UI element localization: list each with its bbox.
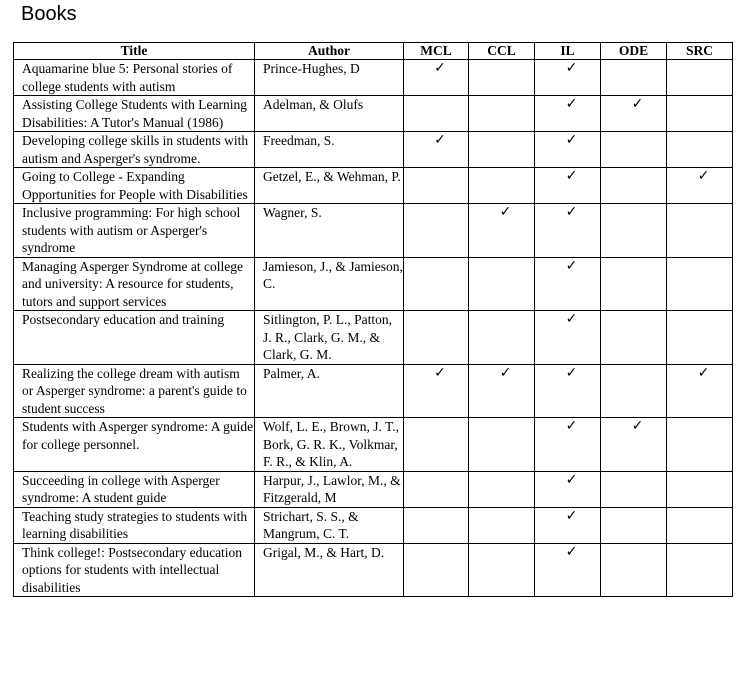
availability-cell-ode [601,364,667,418]
availability-cell-ccl [469,132,535,168]
checkmark-icon: ✓ [499,364,512,381]
availability-cell-ode [601,168,667,204]
checkmark-icon: ✓ [631,96,644,112]
availability-cell-mcl [404,96,469,132]
checkmark-icon: ✓ [565,96,578,112]
availability-cell-il [535,507,601,543]
availability-cell-il [535,60,601,96]
column-header-mcl: MCL [404,43,469,60]
availability-cell-src [667,168,733,204]
table-row [14,168,733,204]
checkmark-icon: ✓ [697,364,710,381]
availability-cell-il [535,543,601,597]
availability-cell-ccl [469,471,535,507]
checkmark-icon: ✓ [434,364,446,381]
availability-cell-src [667,471,733,507]
checkmark-icon: ✓ [565,168,578,184]
availability-cell-ode [601,132,667,168]
availability-cell-ode [601,204,667,258]
availability-cell-src [667,257,733,311]
checkmark-icon: ✓ [565,507,578,524]
availability-cell-ode [601,543,667,597]
checkmark-icon: ✓ [565,418,578,434]
availability-cell-il [535,364,601,418]
book-title: Managing Asperger Syndrome at college and university: A resource for students, tutors and support services [14,257,255,311]
availability-cell-ccl [469,96,535,132]
availability-cell-ccl [469,507,535,543]
column-header-ccl: CCL [469,43,535,60]
availability-cell-mcl [404,364,469,418]
book-author: Getzel, E., & Wehman, P. [255,168,404,204]
checkmark-icon: ✓ [565,204,578,220]
availability-cell-ode [601,311,667,365]
availability-cell-src [667,311,733,365]
book-title: Aquamarine blue 5: Personal stories of college students with autism [14,60,255,96]
availability-cell-src [667,418,733,472]
availability-cell-mcl [404,311,469,365]
availability-cell-il [535,204,601,258]
column-header-title: Title [14,43,255,60]
availability-cell-ode [601,418,667,472]
book-title: Students with Asperger syndrome: A guide for college personnel. [14,418,255,472]
availability-cell-ode [601,96,667,132]
book-author: Grigal, M., & Hart, D. [255,543,404,597]
checkmark-icon: ✓ [565,311,578,327]
checkmark-icon: ✓ [434,60,446,76]
availability-cell-mcl [404,132,469,168]
checkmark-icon: ✓ [697,168,710,184]
column-header-il: IL [535,43,601,60]
availability-cell-il [535,257,601,311]
availability-cell-il [535,311,601,365]
book-author: Wolf, L. E., Brown, J. T., Bork, G. R. K., Volkmar, F. R., & Klin, A. [255,418,404,472]
availability-cell-mcl [404,257,469,311]
book-author: Palmer, A. [255,364,404,418]
availability-cell-ccl [469,204,535,258]
availability-cell-mcl [404,418,469,472]
availability-cell-ccl [469,257,535,311]
availability-cell-src [667,543,733,597]
availability-cell-mcl [404,168,469,204]
checkmark-icon: ✓ [499,204,512,220]
availability-cell-ode [601,60,667,96]
table-row [14,507,733,543]
availability-cell-il [535,132,601,168]
books-table-body [14,60,733,597]
book-title: Think college!: Postsecondary education options for students with intellectual disabilities [14,543,255,597]
book-title: Developing college skills in students with autism and Asperger's syndrome. [14,132,255,168]
book-title: Succeeding in college with Asperger syndrome: A student guide [14,471,255,507]
availability-cell-il [535,168,601,204]
book-author: Strichart, S. S., & Mangrum, C. T. [255,507,404,543]
book-author: Prince-Hughes, D [255,60,404,96]
book-title: Inclusive programming: For high school students with autism or Asperger's syndrome [14,204,255,258]
book-title: Going to College - Expanding Opportunities for People with Disabilities [14,168,255,204]
checkmark-icon: ✓ [565,60,578,76]
checkmark-icon: ✓ [565,257,578,274]
column-header-author: Author [255,43,404,60]
book-author: Wagner, S. [255,204,404,258]
availability-cell-src [667,204,733,258]
table-row [14,418,733,472]
availability-cell-ccl [469,311,535,365]
checkmark-icon: ✓ [631,418,644,434]
availability-cell-ccl [469,543,535,597]
book-title: Teaching study strategies to students with learning disabilities [14,507,255,543]
book-author: Harpur, J., Lawlor, M., & Fitzgerald, M [255,471,404,507]
checkmark-icon: ✓ [434,132,446,148]
availability-cell-ccl [469,418,535,472]
table-row [14,471,733,507]
book-title: Postsecondary education and training [14,311,255,365]
availability-cell-src [667,60,733,96]
table-row [14,132,733,168]
availability-cell-il [535,96,601,132]
book-author: Sitlington, P. L., Patton, J. R., Clark, G. M., & Clark, G. M. [255,311,404,365]
header-row [14,43,733,60]
book-title: Assisting College Students with Learning Disabilities: A Tutor's Manual (1986) [14,96,255,132]
availability-cell-ode [601,257,667,311]
book-title: Realizing the college dream with autism or Asperger syndrome: a parent's guide to student success [14,364,255,418]
table-row [14,60,733,96]
book-author: Adelman, & Olufs [255,96,404,132]
availability-cell-src [667,364,733,418]
table-row [14,364,733,418]
checkmark-icon: ✓ [565,364,578,381]
availability-cell-mcl [404,204,469,258]
availability-cell-src [667,132,733,168]
checkmark-icon: ✓ [565,132,578,148]
column-header-src: SRC [667,43,733,60]
availability-cell-il [535,418,601,472]
availability-cell-il [535,471,601,507]
availability-cell-ode [601,471,667,507]
table-row [14,311,733,365]
availability-cell-mcl [404,543,469,597]
table-row [14,96,733,132]
availability-cell-ccl [469,168,535,204]
availability-cell-mcl [404,471,469,507]
availability-cell-ccl [469,60,535,96]
availability-cell-mcl [404,60,469,96]
book-author: Jamieson, J., & Jamieson, C. [255,257,404,311]
table-row [14,204,733,258]
table-row [14,543,733,597]
availability-cell-ccl [469,364,535,418]
availability-cell-ode [601,507,667,543]
availability-cell-src [667,96,733,132]
books-table [13,42,733,597]
table-row [14,257,733,311]
column-header-ode: ODE [601,43,667,60]
checkmark-icon: ✓ [565,471,578,488]
availability-cell-mcl [404,507,469,543]
book-author: Freedman, S. [255,132,404,168]
checkmark-icon: ✓ [565,543,578,560]
section-heading: Books [21,3,77,25]
availability-cell-src [667,507,733,543]
